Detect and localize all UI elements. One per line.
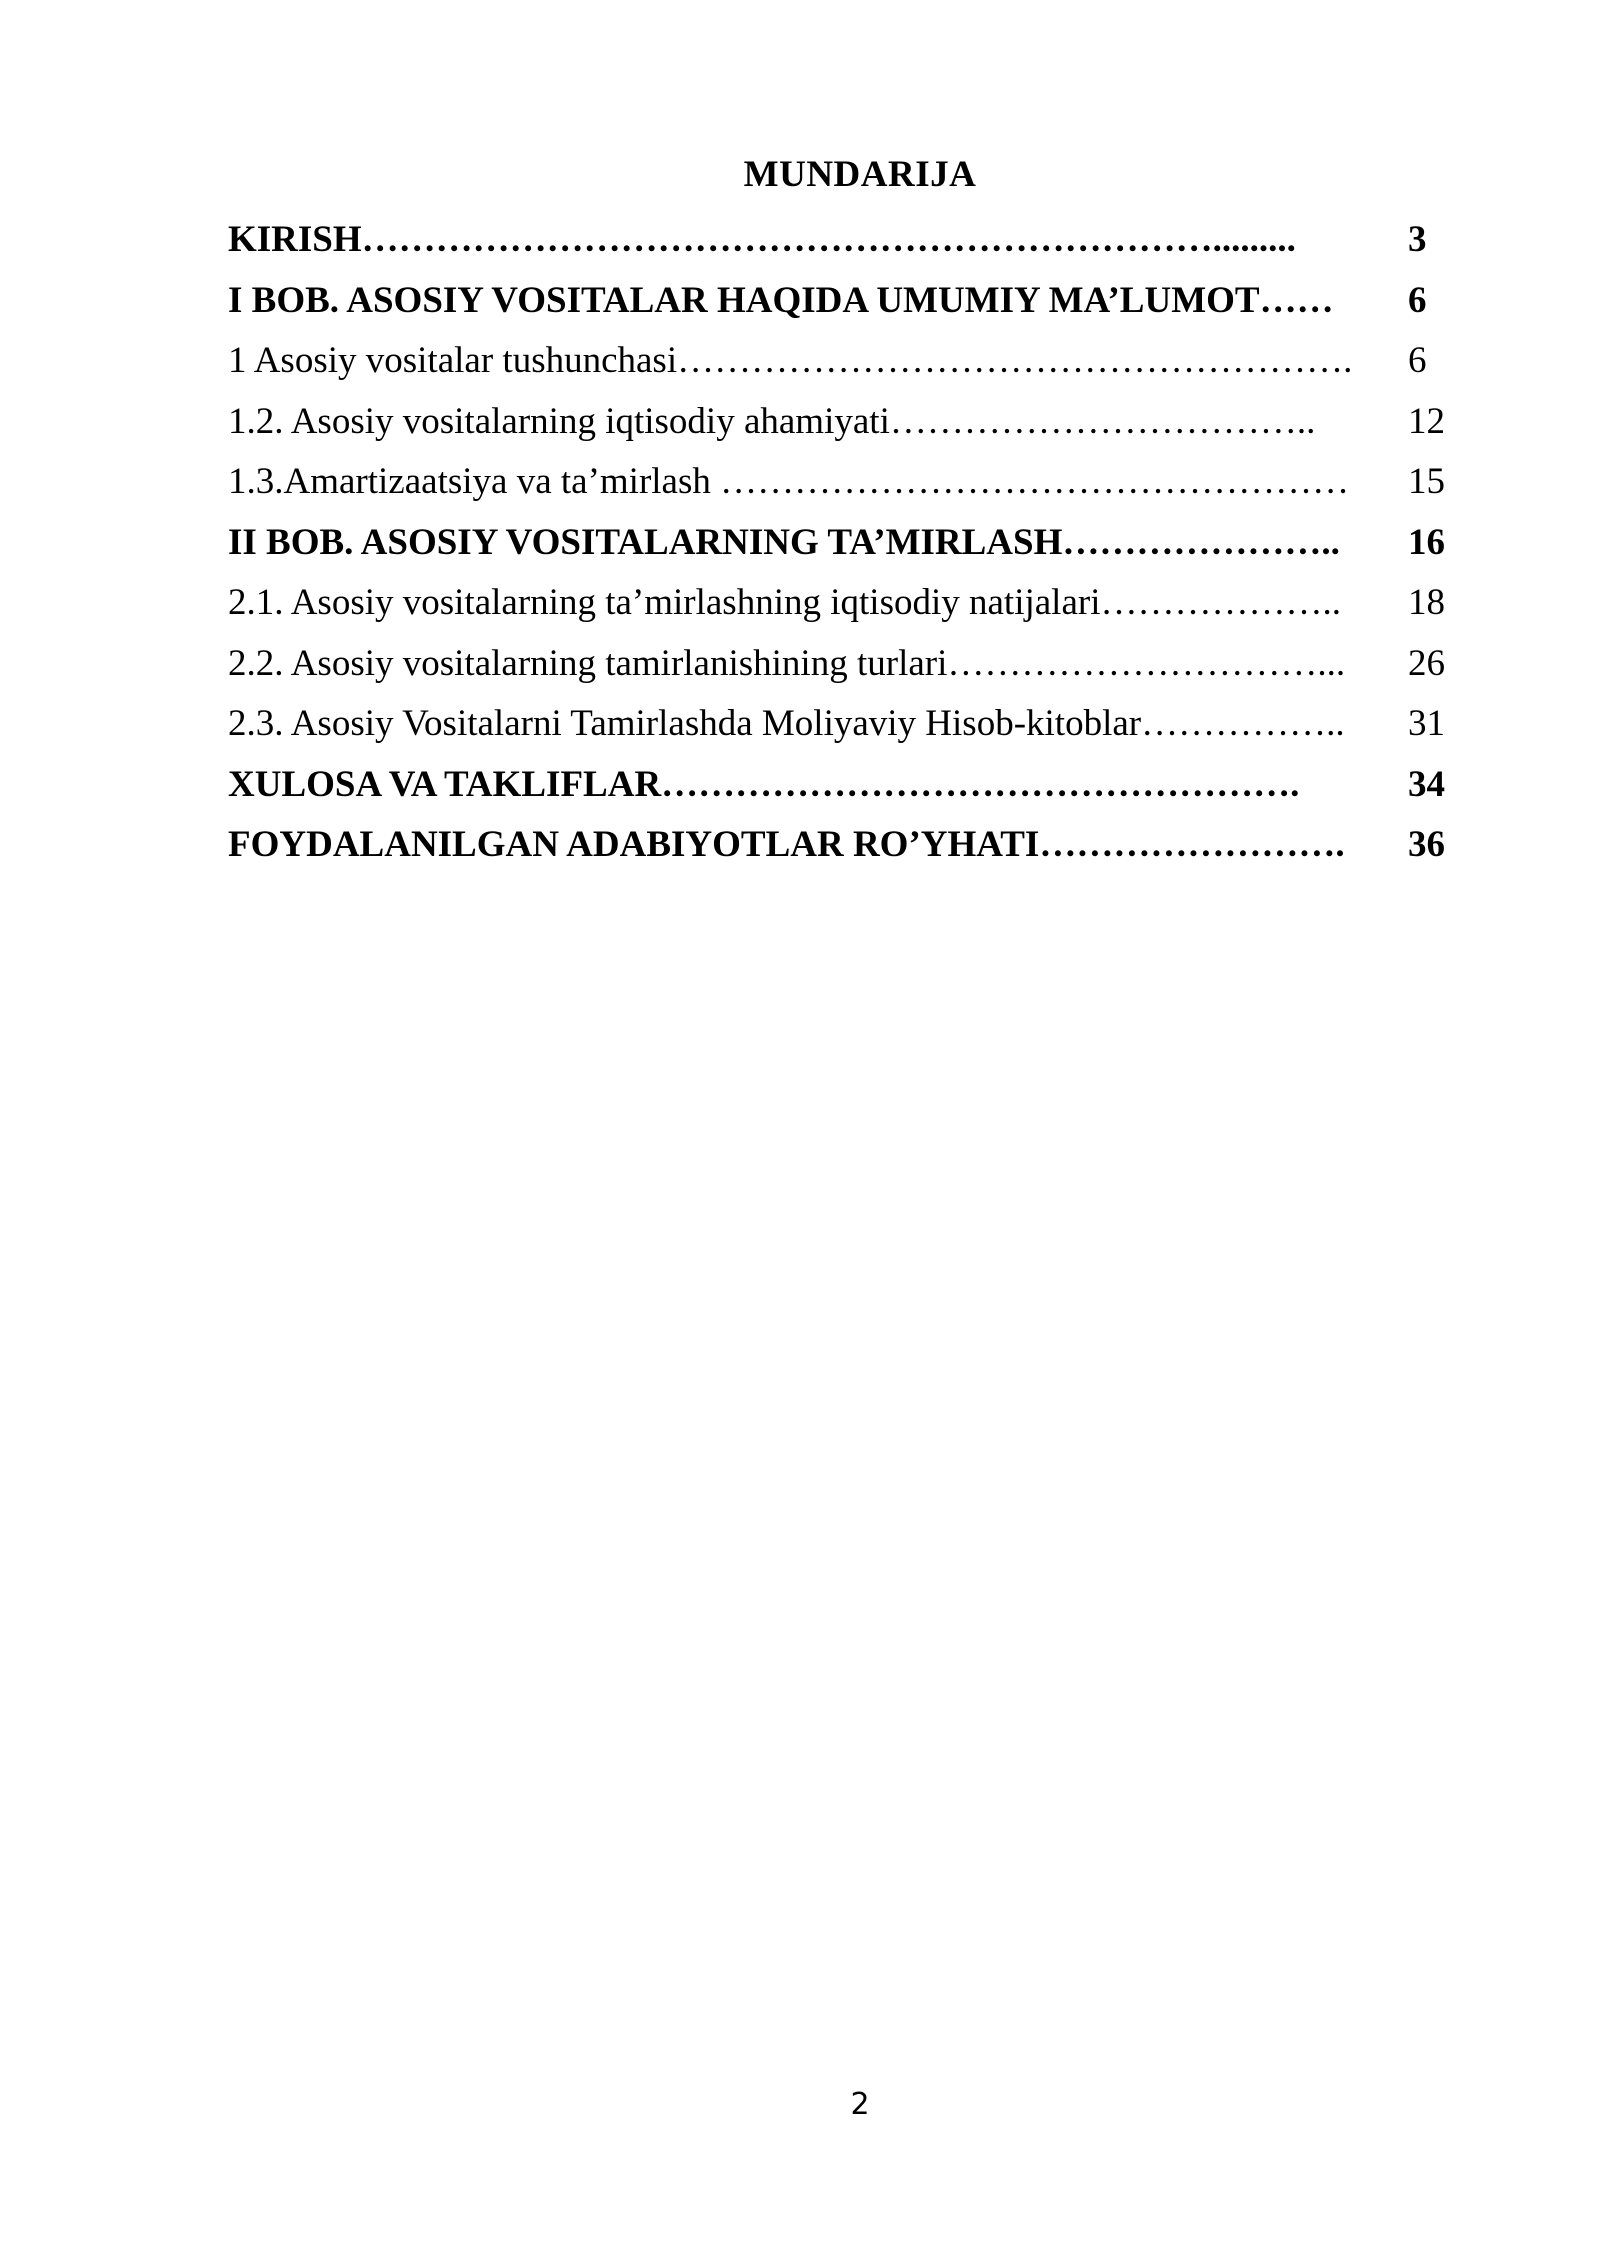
toc-entry-page: 6: [1408, 340, 1427, 381]
toc-entry-text: II BOB. ASOSIY VOSITALARNING TA’MIRLASH…………………..: [228, 521, 1340, 563]
toc-entry-section-1-1: [228, 331, 1448, 392]
page-number: 2: [850, 2087, 870, 2122]
toc-entry-text: KIRISH…………………………………………………………….........: [228, 219, 1296, 260]
toc-entry-section-1-2: [228, 392, 1448, 453]
toc-entry-text: I BOB. ASOSIY VOSITALAR HAQIDA UMUMIY MA’LUMOT……: [228, 279, 1334, 321]
toc-entry-page: 12: [1408, 400, 1445, 442]
toc-entry-references: [228, 815, 1448, 876]
toc-entry-kirish: [228, 210, 1448, 271]
toc-entry-text: 1.2. Asosiy vositalarning iqtisodiy ahamiyati……………………………..: [228, 400, 1316, 442]
toc-entry-page: 16: [1408, 521, 1445, 563]
toc-entry-text: FOYDALANILGAN ADABIYOTLAR RO’YHATI…………………….: [228, 824, 1345, 865]
toc-entry-section-1-3: [228, 452, 1448, 513]
toc-entry-page: 26: [1408, 642, 1445, 684]
toc-entry-section-2-1: [228, 573, 1448, 634]
toc-entry-page: 31: [1408, 703, 1445, 744]
toc-entry-text: 2.2. Asosiy vositalarning tamirlanishining turlari…………………………...: [228, 642, 1346, 684]
toc-entry-chapter-1: [228, 271, 1448, 332]
toc-entry-page: 15: [1408, 461, 1445, 502]
toc-entry-page: 34: [1408, 763, 1445, 805]
toc-entry-page: 3: [1408, 219, 1427, 260]
toc-entry-conclusion: [228, 755, 1448, 816]
toc-entry-page: 6: [1408, 279, 1427, 321]
toc-title: MUNDARIJA: [743, 154, 977, 195]
toc-entry-text: 1.3.Amartizaatsiya va ta’mirlash ……………………………………………: [228, 461, 1350, 502]
toc-entry-text: 1 Asosiy vositalar tushunchasi……………………………………………….: [228, 340, 1353, 381]
toc-entry-page: 18: [1408, 582, 1445, 623]
toc-entry-text: XULOSA VA TAKLIFLAR…………………………………………….: [228, 763, 1300, 805]
table-of-contents: [228, 210, 1448, 876]
toc-entry-text: 2.3. Asosiy Vositalarni Tamirlashda Moliyaviy Hisob-kitoblar……………..: [228, 703, 1345, 744]
toc-entry-section-2-2: [228, 634, 1448, 695]
toc-entry-section-2-3: [228, 694, 1448, 755]
toc-entry-page: 36: [1408, 824, 1445, 865]
toc-entry-text: 2.1. Asosiy vositalarning ta’mirlashning iqtisodiy natijalari………………..: [228, 582, 1341, 623]
toc-entry-chapter-2: [228, 513, 1448, 574]
